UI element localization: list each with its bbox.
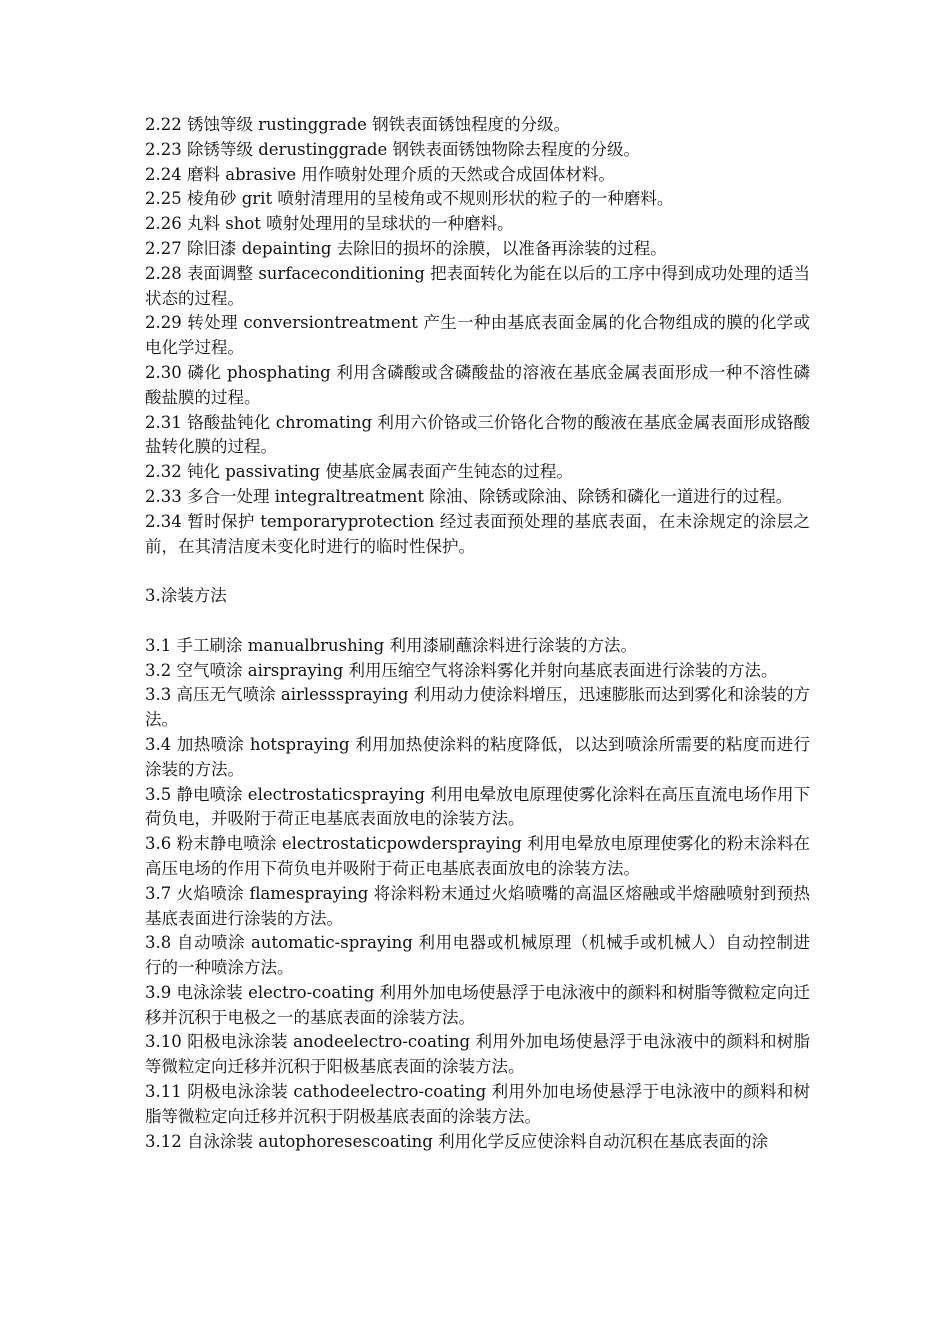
section-heading: 3.涂装方法 [145, 586, 227, 606]
term-2-26: 2.26 丸料 shot 喷射处理用的呈球状的一种磨料。 [145, 214, 514, 234]
term-2-27: 2.27 除旧漆 depainting 去除旧的损坏的涂膜，以准备再涂装的过程。 [145, 238, 667, 258]
term-2-32: 2.32 钝化 passivating 使基底金属表面产生钝态的过程。 [145, 462, 573, 482]
paragraph-spacer [145, 559, 810, 584]
document-body [145, 113, 810, 1154]
term-3-1: 3.1 手工刷涂 manualbrushing 利用漆刷蘸涂料进行涂装的方法。 [145, 635, 637, 655]
term-2-33: 2.33 多合一处理 integraltreatment 除油、除锈或除油、除锈和磷化一道进行的过程。 [145, 486, 793, 506]
term-2-34: 2.34 暂时保护 temporaryprotection 经过表面预处理的基底表面，在未涂规定的涂层之前，在其清洁度未变化时进行的临时性保护。 [145, 511, 810, 556]
term-2-24: 2.24 磨料 abrasive 用作喷射处理介质的天然或合成固体材料。 [145, 164, 615, 184]
term-2-29: 2.29 转处理 conversiontreatment 产生一种由基底表面金属的化合物组成的膜的化学或电化学过程。 [145, 313, 810, 358]
term-3-3: 3.3 高压无气喷涂 airlessspraying 利用动力使涂料增压，迅速膨胀而达到雾化和涂装的方法。 [145, 685, 810, 730]
term-3-10: 3.10 阳极电泳涂装 anodeelectro-coating 利用外加电场使悬浮于电泳液中的颜料和树脂等微粒定向迁移并沉积于阳极基底表面的涂装方法。 [145, 1032, 810, 1077]
term-3-2: 3.2 空气喷涂 airspraying 利用压缩空气将涂料雾化并射向基底表面进行涂装的方法。 [145, 660, 778, 680]
term-3-6: 3.6 粉末静电喷涂 electrostaticpowderspraying 利用电晕放电原理使雾化的粉末涂料在高压电场的作用下荷负电并吸附于荷正电基底表面放电的涂装方法。 [145, 834, 810, 878]
term-3-8: 3.8 自动喷涂 automatic-spraying 利用电器或机械原理（机械手或机械人）自动控制进行的一种喷涂方法。 [145, 933, 810, 978]
term-2-31: 2.31 铬酸盐钝化 chromating 利用六价铬或三价铬化合物的酸液在基底金属表面形成铬酸盐转化膜的过程。 [145, 412, 810, 457]
term-3-5: 3.5 静电喷涂 electrostaticspraying 利用电晕放电原理使雾化涂料在高压直流电场作用下荷负电，并吸附于荷正电基底表面放电的涂装方法。 [145, 784, 810, 829]
term-2-22: 2.22 锈蚀等级 rustinggrade 钢铁表面锈蚀程度的分级。 [145, 115, 571, 134]
term-3-11: 3.11 阴极电泳涂装 cathodeelectro-coating 利用外加电场使悬浮于电泳液中的颜料和树脂等微粒定向迁移并沉积于阴极基底表面的涂装方法。 [145, 1082, 810, 1126]
term-3-7: 3.7 火焰喷涂 flamespraying 将涂料粉末通过火焰喷嘴的高温区熔融或半熔融喷射到预热基底表面进行涂装的方法。 [145, 883, 810, 928]
term-3-9: 3.9 电泳涂装 electro-coating 利用外加电场使悬浮于电泳液中的颜料和树脂等微粒定向迁移并沉积于电极之一的基底表面的涂装方法。 [145, 982, 810, 1027]
term-2-30: 2.30 磷化 phosphating 利用含磷酸或含磷酸盐的溶液在基底金属表面形成一种不溶性磷酸盐膜的过程。 [145, 362, 810, 407]
term-2-28: 2.28 表面调整 surfaceconditioning 把表面转化为能在以后的工序中得到成功处理的适当状态的过程。 [145, 263, 810, 308]
term-3-12: 3.12 自泳涂装 autophoresescoating 利用化学反应使涂料自动沉积在基底表面的涂 [145, 1131, 769, 1151]
term-2-23: 2.23 除锈等级 derustinggrade 钢铁表面锈蚀物除去程度的分级。 [145, 139, 640, 159]
term-2-25: 2.25 棱角砂 grit 喷射清理用的呈棱角或不规则形状的粒子的一种磨料。 [145, 189, 674, 209]
term-3-4: 3.4 加热喷涂 hotspraying 利用加热使涂料的粘度降低，以达到喷涂所需要的粘度而进行涂装的方法。 [145, 734, 810, 779]
paragraph-spacer [145, 609, 810, 634]
